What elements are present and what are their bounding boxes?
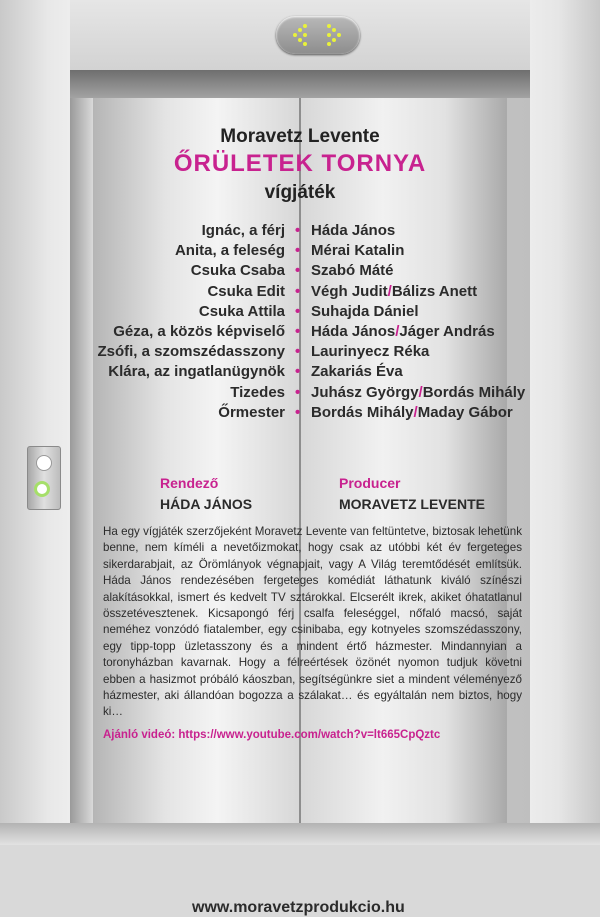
cast-row — [100, 222, 525, 242]
cast-actor — [311, 404, 513, 421]
call-button-panel — [27, 446, 61, 510]
director-name: HÁDA JÁNOS — [160, 496, 253, 512]
website-link[interactable]: www.moravetzprodukcio.hu — [192, 899, 405, 916]
cast-role: Klára, az ingatlanügynök — [108, 363, 285, 381]
call-button-green-icon[interactable] — [34, 481, 50, 497]
bullet-icon: • — [295, 363, 301, 381]
actor-name: Végh Judit — [311, 282, 388, 300]
director-label: Rendező — [160, 475, 219, 491]
bullet-icon: • — [295, 242, 301, 260]
cast-row — [100, 404, 525, 424]
cast-actor — [311, 262, 394, 279]
cast-role: Tizedes — [230, 383, 285, 401]
cast-list — [97, 222, 526, 424]
cast-row — [100, 384, 525, 404]
cast-role: Zsófi, a szomszédasszony — [97, 343, 285, 361]
bullet-icon: • — [295, 322, 301, 340]
slash-separator: / — [418, 383, 423, 401]
left-arrow-icon — [291, 24, 313, 46]
producer-name: MORAVETZ LEVENTE — [339, 496, 485, 512]
right-arrow-icon — [323, 24, 345, 46]
actor-name: Laurinyecz Réka — [311, 343, 430, 361]
cast-actor — [311, 323, 495, 340]
bullet-icon: • — [295, 383, 301, 401]
bullet-icon: • — [295, 262, 301, 280]
bullet-icon: • — [295, 403, 301, 421]
video-link[interactable]: Ajánló videó: https://www.youtube.com/watch?v=lt665CpQztc — [103, 729, 441, 741]
cast-row — [100, 303, 525, 323]
slash-separator: / — [387, 282, 392, 300]
bullet-icon: • — [295, 343, 301, 361]
cast-role: Géza, a közös képviselő — [113, 322, 285, 340]
actor-name: Mérai Katalin — [311, 242, 405, 260]
actor-name: Háda János — [311, 222, 396, 239]
cast-role: Ignác, a férj — [201, 222, 285, 239]
slash-separator: / — [395, 322, 400, 340]
author: Moravetz Levente — [220, 126, 380, 147]
cast-actor — [311, 222, 395, 239]
actor-name-alt: Maday Gábor — [417, 403, 513, 421]
actor-name-alt: Jáger András — [399, 322, 495, 340]
cast-role: Csuka Attila — [198, 302, 285, 320]
actor-name: Zakariás Éva — [311, 363, 403, 381]
cast-actor — [311, 343, 429, 360]
actor-name: Juhász György — [311, 383, 419, 401]
play-title: ŐRÜLETEK TORNYA — [173, 150, 427, 177]
bullet-icon: • — [295, 302, 301, 320]
description: Ha egy vígjáték szerzőjeként Moravetz Levente van feltüntetve, biztosak lehetünk benne, nem kíméli a nevetőizmokat, hogy csak az utóbbi két év fergeteges sikerdarabjait, az Örömlányok végnapjait, vagy A Világ teremtődését említsük. Háda János rendezésében fergeteges komédiát láthatunk kiváló színészi alakításokkal, ismert és kedvelt TV sztárokkal. Elcserélt ikrek, akiket óhatatlanul összetévesztenek. Kicsapongó férj csalfa feleséggel, nőfaló macsó, saját neméhez vonzódó fiatalember, egy csinibaba, egy kotnyeles szomszédasszony, egy tipp-topp üzletasszony és a mindent értő házmester. Mindannyian a toronyházban kavarnak. Hogy a félreértések özönét nyomon tudjuk követni ebben a hasizmot próbáló káoszban, segítségünkre siet a mindent véleményező házmester, aki állandóan bogozza a szálakat… és egyáltalán nem biztos, hogy ki… — [103, 525, 522, 719]
cast-row — [100, 242, 525, 262]
actor-name-alt: Bordás Mihály — [422, 383, 526, 401]
bullet-icon: • — [295, 282, 301, 300]
cast-row — [100, 363, 525, 383]
cast-row — [97, 343, 525, 363]
actor-name-alt: Bálizs Anett — [391, 282, 478, 300]
cast-actor — [311, 283, 477, 300]
cast-role: Csuka Edit — [207, 282, 285, 300]
floor — [0, 823, 600, 845]
actor-name: Háda János — [311, 322, 396, 340]
cast-actor — [311, 384, 525, 401]
slash-separator: / — [413, 403, 418, 421]
cast-actor — [311, 242, 404, 259]
cast-role: Őrmester — [218, 403, 285, 421]
door-header — [70, 70, 530, 98]
cast-row — [100, 323, 525, 343]
actor-name: Szabó Máté — [311, 262, 394, 280]
bullet-icon: • — [295, 222, 301, 239]
cast-actor — [311, 363, 403, 380]
cast-role: Anita, a feleség — [174, 242, 285, 260]
call-button-icon[interactable] — [36, 455, 52, 471]
cast-row — [100, 283, 525, 303]
actor-name: Bordás Mihály — [311, 403, 414, 421]
floor-indicator — [276, 16, 360, 54]
actor-name: Suhajda Dániel — [311, 302, 419, 320]
cast-row — [100, 262, 525, 282]
cast-actor — [311, 303, 419, 320]
genre: vígjáték — [264, 182, 336, 203]
cast-role: Csuka Csaba — [190, 262, 285, 280]
producer-label: Producer — [339, 475, 401, 491]
